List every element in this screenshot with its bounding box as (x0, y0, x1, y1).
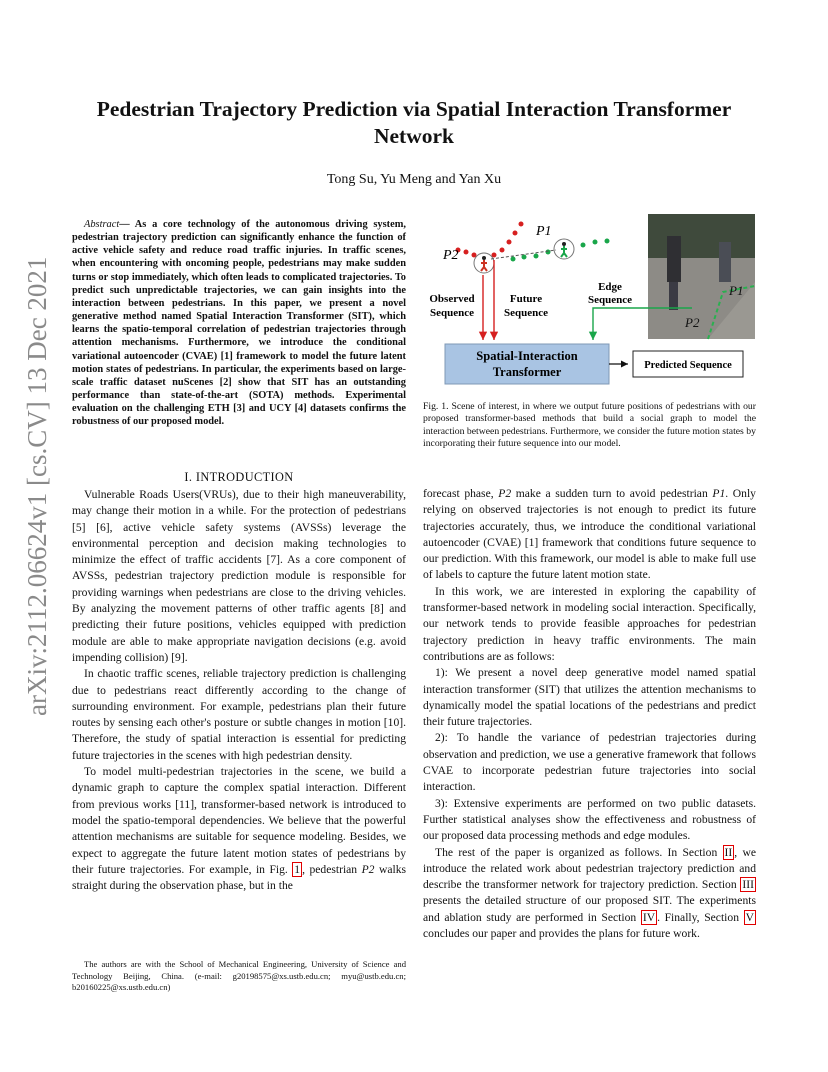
future-label-1: Future (509, 293, 543, 305)
text-run: , we introduce the related work about pedestrian trajectory prediction and describe the transformer network for trajectory prediction. Section (423, 845, 756, 892)
paragraph: In chaotic traffic scenes, reliable trajectory prediction is challenging due to pedestrians react differently according to the change of surrounding environment. For example, pedestrians plan their future routes by sensing each other's posture or subtle changes in motion [10]. Therefore, the study of spatial interaction is essential for predicting future trajectories in the scenes with high pedestrian density. (72, 667, 406, 762)
pedestrian-p1-icon (554, 239, 574, 259)
paragraph: Vulnerable Roads Users(VRUs), due to their high maneuverability, may change their motion in a while. For the protection of pedestrians [5] [6], active vehicle safety systems (AVSSs) leverage the environmental perception and decision making technologies to minimize the effect of traffic accidents [7]. As a core component of AVSSs, pedestrian trajectory prediction module is responsible for providing warnings when pedestrians are close to the driving vehicles. By analyzing the movement patterns of other traffic agents [8] and predicting their future positions, vehicles equipped with prediction module are able to make appropriate navigation decisions (e.g. avoid impending collision) [9]. (72, 488, 406, 664)
future-label-2: Sequence (504, 307, 548, 319)
abstract-body: — As a core technology of the autonomous driving system, pedestrian trajectory prediction can significantly enhance the function of active vehicle safety and reduce road traffic injuries. In traffic scenes, when encountering with oncoming people, pedestrians may make sudden turns or stop immediately, which often leads to complicated trajectories. To predict such unpredictable trajectories, we can gain insights into the interaction between pedestrians. In this paper, we present a novel generative method named Spatial Interaction Transformer (SIT), which learns the spatio-temporal correlation of pedestrian trajectories through attention mechanisms. Furthermore, we introduce the conditional variational autoencoder (CVAE) [1] framework to model the future latent motion states of pedestrians. In particular, the experiments based on large-scale traffic dataset nuScenes [2] show that SIT has an outstanding performance than state-of-the-art (SOTA) methods. Experimental evaluation on the challenging ETH [3] and UCY [4] datasets confirms the robustness of our proposed model. (72, 219, 406, 428)
arxiv-id: arXiv:2112.06624v1 [cs.CV] 13 Dec 2021 (22, 256, 52, 716)
paragraph: 2): To handle the variance of pedestrian trajectories during observation and prediction, we use a generative framework that follows CVAE to incorporate pedestrian future trajectories into social interaction. (423, 731, 756, 794)
section-heading: I. INTRODUCTION (184, 470, 294, 484)
figure-ref-link[interactable]: 1 (294, 862, 301, 876)
section-ref-link[interactable]: IV (642, 910, 656, 924)
paragraph: In this work, we are interested in exploring the capability of transformer-based network in modeling social interaction. Specifically, our network tends to provide feasible approaches for pedestrian trajectory prediction in heavy traffic environments. The main contributions are as follows: (423, 584, 756, 663)
paragraph (72, 764, 406, 894)
text-run: The rest of the paper is organized as follows. In Section (435, 845, 723, 859)
text-run: To model multi-pedestrian trajectories in the scene, we build a dynamic graph to capture the complex spatial interaction. Different from previous works [11], transformer-based network is introduced to model the spatio-temporal dependencies. We believe that the powerful attention mechanisms are suitable for sequence modeling. Besides, we expect to aggregate the future latent motion states of pedestrians by their future trajectories. For example, in Fig. (72, 765, 406, 876)
paper-title (60, 96, 768, 150)
title-line-2: Network (373, 124, 454, 148)
footnote-text: The authors are with the School of Mechanical Engineering, University of Science and Technology Beijing, China. (e-mail: g20198575@xs.ustb.edu.cn; myu@ustb.edu.cn; b20160225@xs.ustb.edu.cn) (72, 959, 406, 993)
text-run: . Only relying on observed trajectories is not enough to predict its future trajectories accurately, thus, we introduce the conditional variational autoencoder (CVAE) [1] framework that conditions future sequence to our prediction. With this framework, our model is able to make full use of labels to capture the future latent motion state. (423, 487, 756, 582)
photo-label-p2: P2 (685, 315, 700, 330)
observed-label-2: Sequence (430, 307, 474, 319)
paragraph (423, 845, 756, 943)
right-column (423, 486, 756, 942)
arxiv-stamp (2, 250, 60, 720)
edge-label-2: Sequence (588, 294, 632, 306)
title-line-1: Pedestrian Trajectory Prediction via Spatial Interaction Transformer (96, 97, 732, 121)
predicted-label: Predicted Sequence (644, 360, 732, 371)
text-run: presents the detailed structure of our proposed SIT. The experiments and ablation study are performed in Section (423, 894, 756, 924)
text-run: concludes our paper and provides the plans for future work. (423, 927, 700, 941)
figure-caption: Fig. 1. Scene of interest, in where we output future positions of pedestrians with our proposed transformer-based methods that build a social graph to model the interaction between pedestrians. Furthermore, we consider the future motion states by incorporating their future sequence into our model. (423, 401, 756, 449)
paragraph: 3): Extensive experiments are performed on two public datasets. Further statistical analyses show the effectiveness and robustness of our proposed data processing methods and edge modules. (423, 796, 756, 843)
sit-label-2: Transformer (492, 365, 562, 379)
section-ref-link[interactable]: III (742, 878, 754, 892)
sit-label-1: Spatial-Interaction (476, 349, 578, 363)
p2-trajectory (456, 222, 524, 258)
text-run: . Finally, Section (657, 910, 744, 924)
label-p1: P1 (536, 224, 552, 239)
edge-label-1: Edge (598, 281, 622, 293)
pedestrian-p2-icon (474, 253, 494, 273)
label-p2: P2 (443, 248, 459, 263)
figure-1 (423, 212, 757, 397)
photo-label-p1: P1 (729, 283, 744, 298)
observed-label-1: Observed (429, 293, 475, 305)
pedestrian-label: P2 (361, 862, 375, 876)
abstract (72, 218, 406, 429)
abstract-lead: Abstract (84, 219, 120, 230)
footnote (72, 959, 406, 994)
left-column (72, 487, 406, 894)
paragraph: 1): We present a novel deep generative model named spatial interaction transformer (SIT) that utilizes the attention mechanisms to dynamically model the spatial locations of the pedestrians and predict their future trajectories. (423, 666, 756, 729)
pedestrian-label: P2 (498, 487, 512, 500)
section-ref-link[interactable]: V (745, 910, 754, 924)
section-ref-link[interactable]: II (724, 845, 733, 859)
text-run: walks straight during the observation phase, but in the (72, 862, 407, 893)
pedestrian-label: P1 (712, 487, 726, 500)
text-run: make a sudden turn to avoid pedestrian (511, 487, 713, 500)
scene-photo (648, 214, 755, 339)
paragraph (423, 486, 756, 584)
text-run: forecast phase, (423, 487, 499, 500)
text-run: , pedestrian (302, 862, 362, 876)
authors: Tong Su, Yu Meng and Yan Xu (326, 172, 502, 187)
